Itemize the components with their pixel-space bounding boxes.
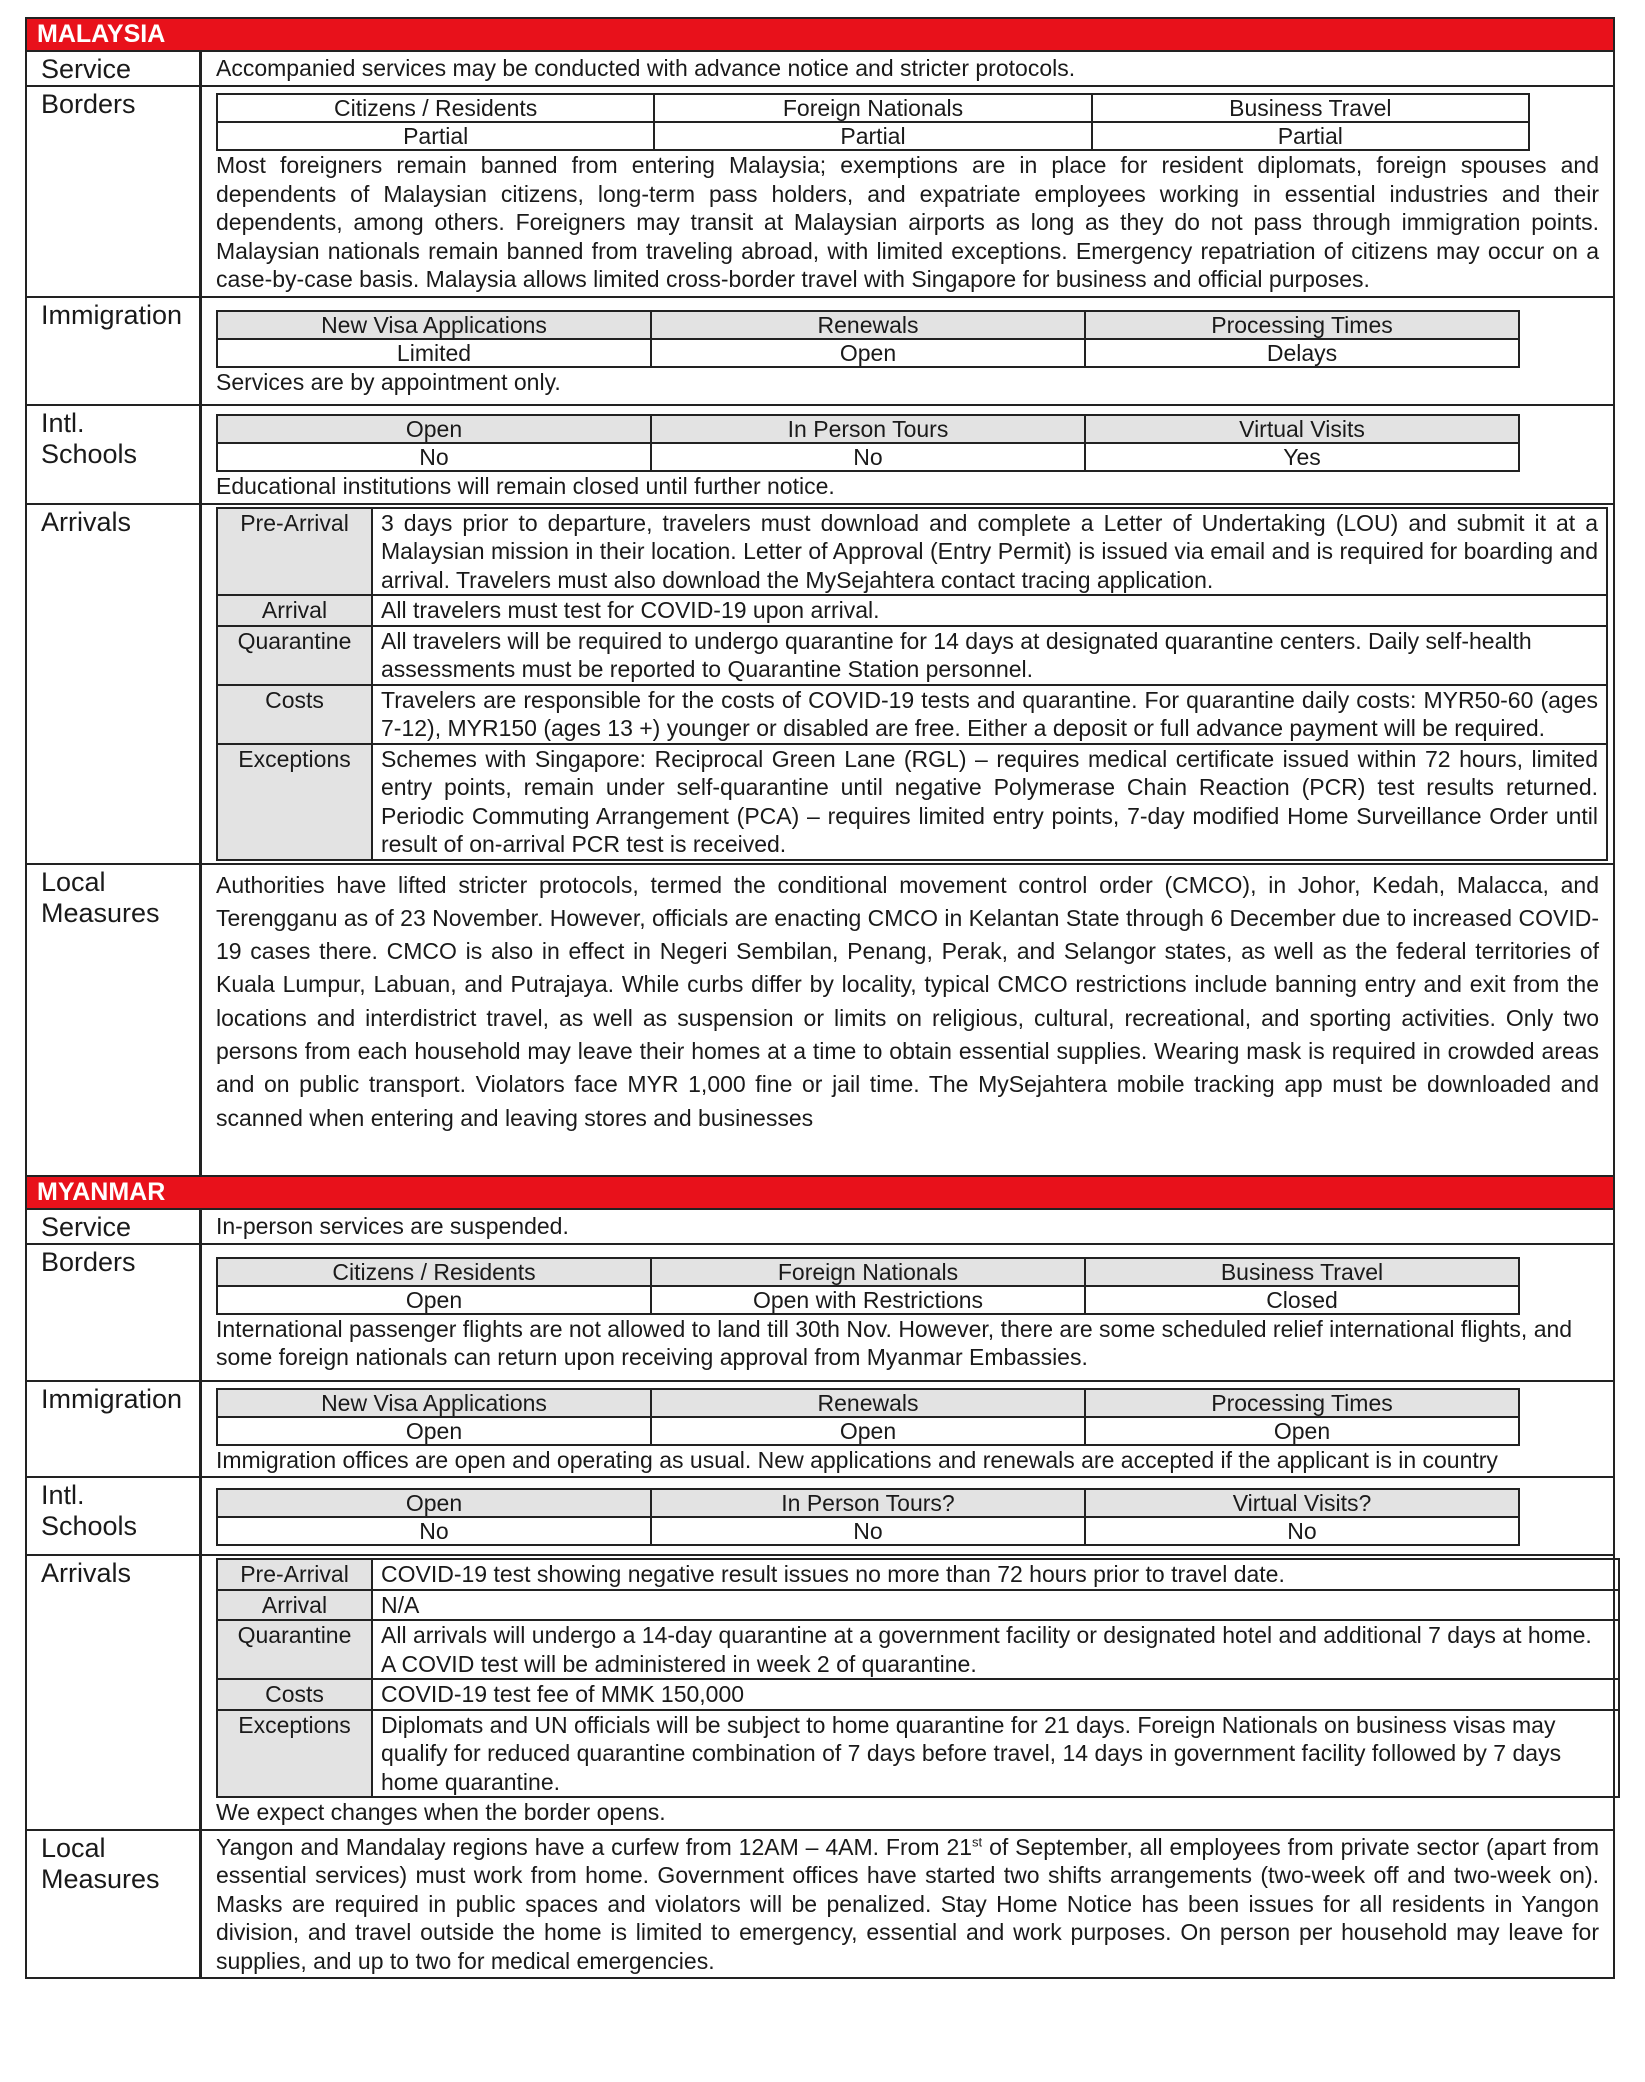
- table-cell: Closed: [1085, 1286, 1519, 1314]
- arrival-value: Diplomats and UN officials will be subject to home quarantine for 21 days. Foreign Nationals on business visas may qualify for reduced quarantine combination of 7 days before travel, 14 days in government facility followed by 7 days home quarantine.: [372, 1710, 1619, 1798]
- table-header-cell: Open: [217, 1489, 651, 1517]
- label-line: Schools: [41, 1511, 138, 1542]
- superscript: st: [972, 1834, 983, 1850]
- arrival-value: All arrivals will undergo a 14-day quarantine at a government facility or designated hotel and additional 7 days at home. A COVID test will be administered in week 2 of quarantine.: [372, 1620, 1619, 1679]
- table-cell: No: [651, 1517, 1085, 1545]
- schools-row: [27, 1478, 1613, 1556]
- row-label: [27, 865, 202, 1175]
- row-label: [27, 1478, 202, 1554]
- arrival-value: COVID-19 test fee of MMK 150,000: [372, 1679, 1619, 1710]
- table-cell: Open: [651, 1417, 1085, 1445]
- arrival-key: Costs: [217, 685, 372, 744]
- arrival-key: Quarantine: [217, 1620, 372, 1679]
- table-cell: Limited: [217, 339, 651, 367]
- arrivals-row: [27, 1556, 1613, 1831]
- local-measures-row: [27, 1831, 1613, 1978]
- schools-row: [27, 406, 1613, 505]
- arrival-value: Schemes with Singapore: Reciprocal Green Lane (RGL) – requires medical certificate issued within 72 hours, limited entry points, remain under self-quarantine until negative Polymerase Chain Reaction (PCR) test results returned. Periodic Commuting Arrangement (PCA) – requires limited entry points, 7-day modified Home Surveillance Order until result of on-arrival PCR test is received.: [372, 744, 1607, 860]
- local-measures-text: [216, 1833, 1599, 1976]
- immigration-table: [216, 310, 1520, 368]
- arrival-value: Travelers are responsible for the costs of COVID-19 tests and quarantine. For quarantine daily costs: MYR50-60 (ages 7-12), MYR150 (ages 13 +) younger or disabled are free. Either a deposit or full advance payment will be required.: [372, 685, 1607, 744]
- arrival-key: Quarantine: [217, 626, 372, 685]
- table-cell: Delays: [1085, 339, 1519, 367]
- arrivals-row-item: [217, 1559, 1619, 1590]
- table-cell: Open: [217, 1286, 651, 1314]
- table-header-cell: New Visa Applications: [217, 311, 651, 339]
- table-cell: Open with Restrictions: [651, 1286, 1085, 1314]
- arrival-key: Arrival: [217, 1590, 372, 1621]
- arrival-key: Pre-Arrival: [217, 508, 372, 596]
- table-header-cell: Citizens / Residents: [217, 94, 654, 122]
- arrival-value: N/A: [372, 1590, 1619, 1621]
- table-cell: Partial: [654, 122, 1091, 150]
- arrivals-table: [216, 1558, 1620, 1798]
- table-cell: Partial: [217, 122, 654, 150]
- arrivals-table: [216, 507, 1608, 861]
- table-header-cell: In Person Tours: [651, 415, 1085, 443]
- row-label: Immigration: [27, 1382, 202, 1477]
- borders-row: [27, 1245, 1613, 1382]
- table-header-cell: Foreign Nationals: [651, 1258, 1085, 1286]
- arrival-value: All travelers will be required to undergo quarantine for 14 days at designated quarantine centers. Daily self-health assessments must be reported to Quarantine Station personnel.: [372, 626, 1607, 685]
- arrivals-row-item: [217, 744, 1607, 860]
- immigration-table: [216, 1388, 1520, 1446]
- country-header-malaysia: MALAYSIA: [27, 19, 1613, 52]
- label-line: Schools: [41, 439, 138, 469]
- table-header-cell: Open: [217, 415, 651, 443]
- table-header-cell: Processing Times: [1085, 311, 1519, 339]
- local-measures-text: Authorities have lifted stricter protocols, termed the conditional movement control order (CMCO), in Johor, Kedah, Malacca, and Terengganu as of 23 November. However, officials are enacting CMCO in Kelantan State through 6 December due to increased COVID-19 cases there. CMCO is also in effect in Negeri Sembilan, Penang, Perak, and Selangor states, as well as the federal territories of Kuala Lumpur, Labuan, and Putrajaya. While curbs differ by locality, typical CMCO restrictions include banning entry and exit from the locations and interdistrict travel, as well as suspension or limits on religious, cultural, recreational, and sporting activities. Only two persons from each household may leave their homes at a time to obtain essential supplies. Wearing mask is required in crowded areas and on public transport. Violators face MYR 1,000 fine or jail time. The MySejahtera mobile tracking app must be downloaded and scanned when entering and leaving stores and businesses: [216, 871, 1599, 1131]
- arrivals-row-item: [217, 626, 1607, 685]
- label-line: Local: [41, 1832, 106, 1863]
- immigration-text: Immigration offices are open and operating as usual. New applications and renewals are accepted if the applicant is in country: [216, 1446, 1498, 1473]
- arrival-value: All travelers must test for COVID-19 upon arrival.: [372, 595, 1607, 626]
- arrivals-row-item: [217, 508, 1607, 596]
- arrival-key: Pre-Arrival: [217, 1559, 372, 1590]
- schools-table: [216, 414, 1520, 472]
- spacer: [216, 1135, 1599, 1173]
- row-label: Immigration: [27, 298, 202, 405]
- label-line: Local: [41, 866, 106, 897]
- schools-text: Educational institutions will remain closed until further notice.: [216, 473, 835, 499]
- table-header-cell: Business Travel: [1092, 94, 1529, 122]
- arrivals-row-item: [217, 1620, 1619, 1679]
- borders-table: [216, 93, 1530, 151]
- schools-table: [216, 1488, 1520, 1546]
- table-header-cell: Citizens / Residents: [217, 1258, 651, 1286]
- country-header-myanmar: MYANMAR: [27, 1177, 1613, 1210]
- table-header-cell: Virtual Visits?: [1085, 1489, 1519, 1517]
- row-label: Service: [27, 1210, 202, 1243]
- arrivals-row: [27, 505, 1613, 865]
- service-text: Accompanied services may be conducted with advance notice and stricter protocols.: [216, 55, 1076, 81]
- label-line: Measures: [41, 897, 160, 928]
- row-label: Arrivals: [27, 1556, 202, 1829]
- table-header-cell: Foreign Nationals: [654, 94, 1091, 122]
- table-cell: Partial: [1092, 122, 1529, 150]
- arrival-value: COVID-19 test showing negative result issues no more than 72 hours prior to travel date.: [372, 1559, 1619, 1590]
- text-run: of September, all employees from private sector (apart from essential services) must work from home. Government offices have started two shifts arrangements (two-week off and two-week on). Masks are required in public spaces and violators will be penalized. Stay Home Notice has been issues for all residents in Yangon division, and travel outside the home is limited to emergency, essential and work purposes. On person per household may leave for supplies, and up to two for medical emergencies.: [216, 1833, 1599, 1974]
- borders-table: [216, 1257, 1520, 1315]
- row-label: [27, 406, 202, 503]
- service-text: In-person services are suspended.: [216, 1212, 569, 1239]
- service-row: [27, 1210, 1613, 1245]
- arrivals-row-item: [217, 685, 1607, 744]
- borders-text: International passenger flights are not allowed to land till 30th Nov. However, there are some scheduled relief international flights, and some foreign nationals can return upon receiving approval from Myanmar Embassies.: [216, 1315, 1573, 1371]
- table-cell: No: [1085, 1517, 1519, 1545]
- table-header-cell: In Person Tours?: [651, 1489, 1085, 1517]
- table-cell: Yes: [1085, 443, 1519, 471]
- table-cell: No: [651, 443, 1085, 471]
- label-line: Intl.: [41, 1480, 85, 1511]
- arrivals-row-item: [217, 1679, 1619, 1710]
- country-report: [25, 17, 1615, 1979]
- row-label: Service: [27, 52, 202, 85]
- row-label: Borders: [27, 1245, 202, 1380]
- table-header-cell: Business Travel: [1085, 1258, 1519, 1286]
- arrivals-row-item: [217, 595, 1607, 626]
- table-cell: Open: [217, 1417, 651, 1445]
- table-cell: Open: [651, 339, 1085, 367]
- table-cell: No: [217, 443, 651, 471]
- row-label: [27, 1831, 202, 1978]
- arrivals-note: We expect changes when the border opens.: [216, 1799, 666, 1826]
- service-row: [27, 52, 1613, 87]
- immigration-row: [27, 1382, 1613, 1479]
- table-header-cell: Virtual Visits: [1085, 415, 1519, 443]
- local-measures-row: [27, 865, 1613, 1177]
- arrival-key: Exceptions: [217, 1710, 372, 1798]
- row-label: Arrivals: [27, 505, 202, 863]
- table-header-cell: Renewals: [651, 1389, 1085, 1417]
- arrival-key: Arrival: [217, 595, 372, 626]
- immigration-text: Services are by appointment only.: [216, 368, 561, 395]
- arrivals-row-item: [217, 1590, 1619, 1621]
- table-header-cell: Renewals: [651, 311, 1085, 339]
- table-header-cell: New Visa Applications: [217, 1389, 651, 1417]
- row-label: Borders: [27, 87, 202, 296]
- arrival-key: Exceptions: [217, 744, 372, 860]
- arrival-value: 3 days prior to departure, travelers must download and complete a Letter of Undertaking (LOU) and submit it at a Malaysian mission in their location. Letter of Approval (Entry Permit) is issued via email and is required for boarding and arrival. Travelers must also download the MySejahtera contact tracing application.: [372, 508, 1607, 596]
- arrivals-row-item: [217, 1710, 1619, 1798]
- text-run: Yangon and Mandalay regions have a curfew from 12AM – 4AM. From 21: [216, 1833, 973, 1860]
- label-line: Intl.: [41, 408, 85, 438]
- borders-text: Most foreigners remain banned from entering Malaysia; exemptions are in place for resident diplomats, foreign spouses and dependents of Malaysian citizens, long-term pass holders, and expatriate employees working in essential industries and their dependents, among others. Foreigners may transit at Malaysian airports as long as they do not pass through immigration points. Malaysian nationals remain banned from traveling abroad, with limited exceptions. Emergency repatriation of citizens may occur on a case-by-case basis. Malaysia allows limited cross-border travel with Singapore for business and official purposes.: [216, 152, 1599, 292]
- label-line: Measures: [41, 1863, 160, 1894]
- arrival-key: Costs: [217, 1679, 372, 1710]
- borders-row: [27, 87, 1613, 298]
- immigration-row: [27, 298, 1613, 407]
- table-header-cell: Processing Times: [1085, 1389, 1519, 1417]
- table-cell: No: [217, 1517, 651, 1545]
- table-cell: Open: [1085, 1417, 1519, 1445]
